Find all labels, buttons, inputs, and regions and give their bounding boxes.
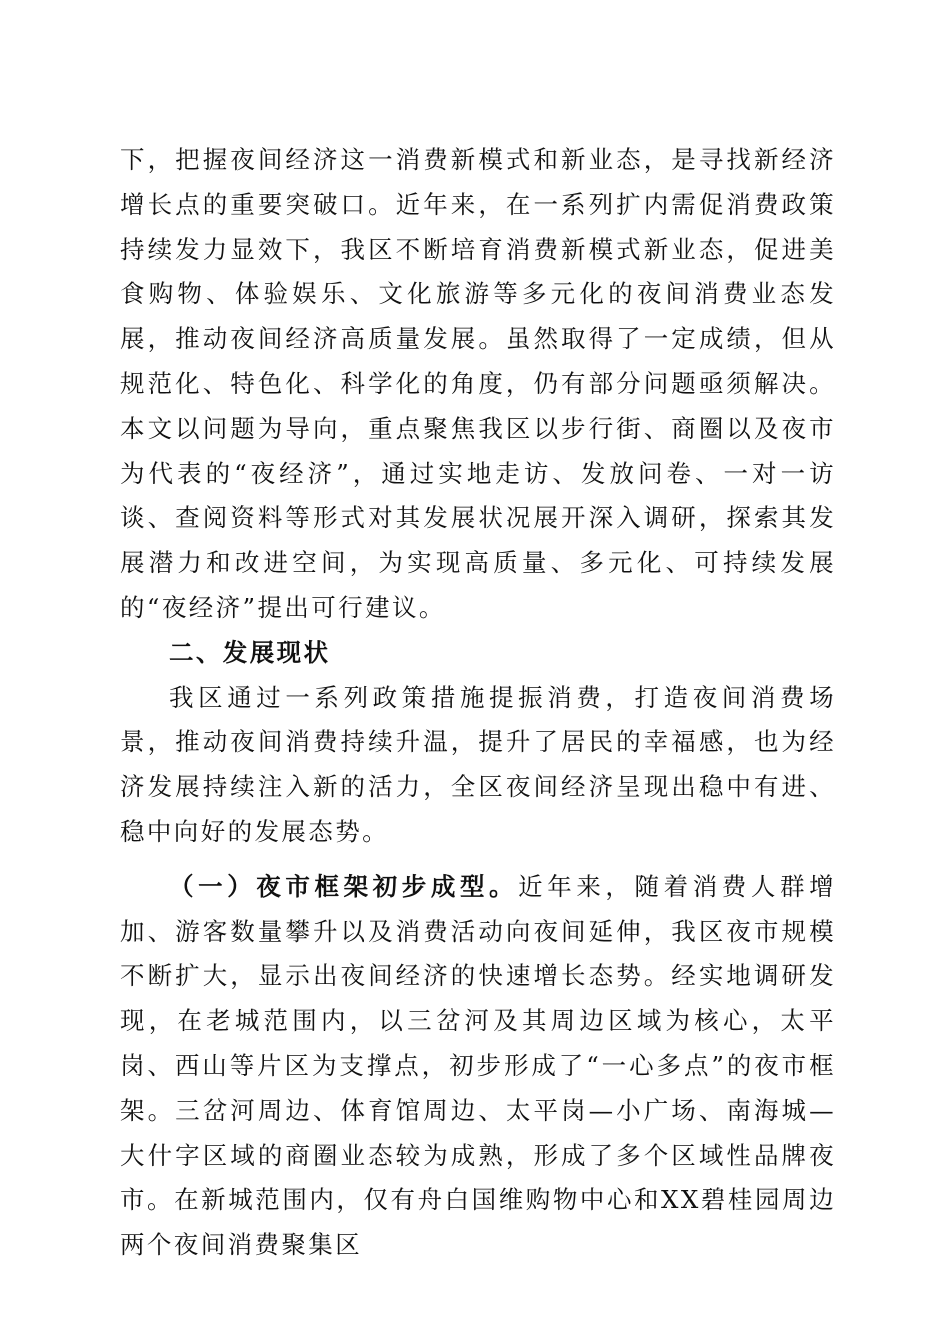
paragraph-continued: 下，把握夜间经济这一消费新模式和新业态，是寻找新经济增长点的重要突破口。近年来，在一系列扩内需促消费政策持续发力显效下，我区不断培育消费新模式新业态，促进美食购物、体验娱乐、文化旅游等多元化的夜间消费业态发展，推动夜间经济高质量发展。虽然取得了一定成绩，但从规范化、特色化、科学化的角度，仍有部分问题亟须解决。本文以问题为导向，重点聚焦我区以步行街、商圈以及夜市为代表的“夜经济”，通过实地走访、发放问卷、一对一访谈、查阅资料等形式对其发展状况展开深入调研，探索其发展潜力和改进空间，为实现高质量、多元化、可持续发展的“夜经济”提出可行建议。 — [120, 145, 836, 622]
document-body — [120, 138, 836, 1268]
subsection-body: 近年来，随着消费人群增加、游客数量攀升以及消费活动向夜间延伸，我区夜市规模不断扩大，显示出夜间经济的快速增长态势。经实地调研发现，在老城范围内，以三岔河及其周边区域为核心，太平岗、西山等片区为支撑点，初步形成了“一心多点”的夜市框架。三岔河周边、体育馆周边、太平岗—小广场、南海城—大什字区域的商圈业态较为成熟，形成了多个区域性品牌夜市。在新城范围内，仅有舟白国维购物中心和XX碧桂园周边两个夜间消费聚集区 — [120, 871, 836, 1260]
section-heading: 二、发展现状 — [169, 637, 331, 667]
subsection-paragraph — [120, 865, 836, 1268]
subsection-title: （一）夜市框架初步成型。 — [169, 871, 519, 901]
section-intro-paragraph: 我区通过一系列政策措施提振消费，打造夜间消费场景，推动夜间消费持续升温，提升了居民的幸福感，也为经济发展持续注入新的活力，全区夜间经济呈现出稳中有进、稳中向好的发展态势。 — [120, 682, 836, 846]
